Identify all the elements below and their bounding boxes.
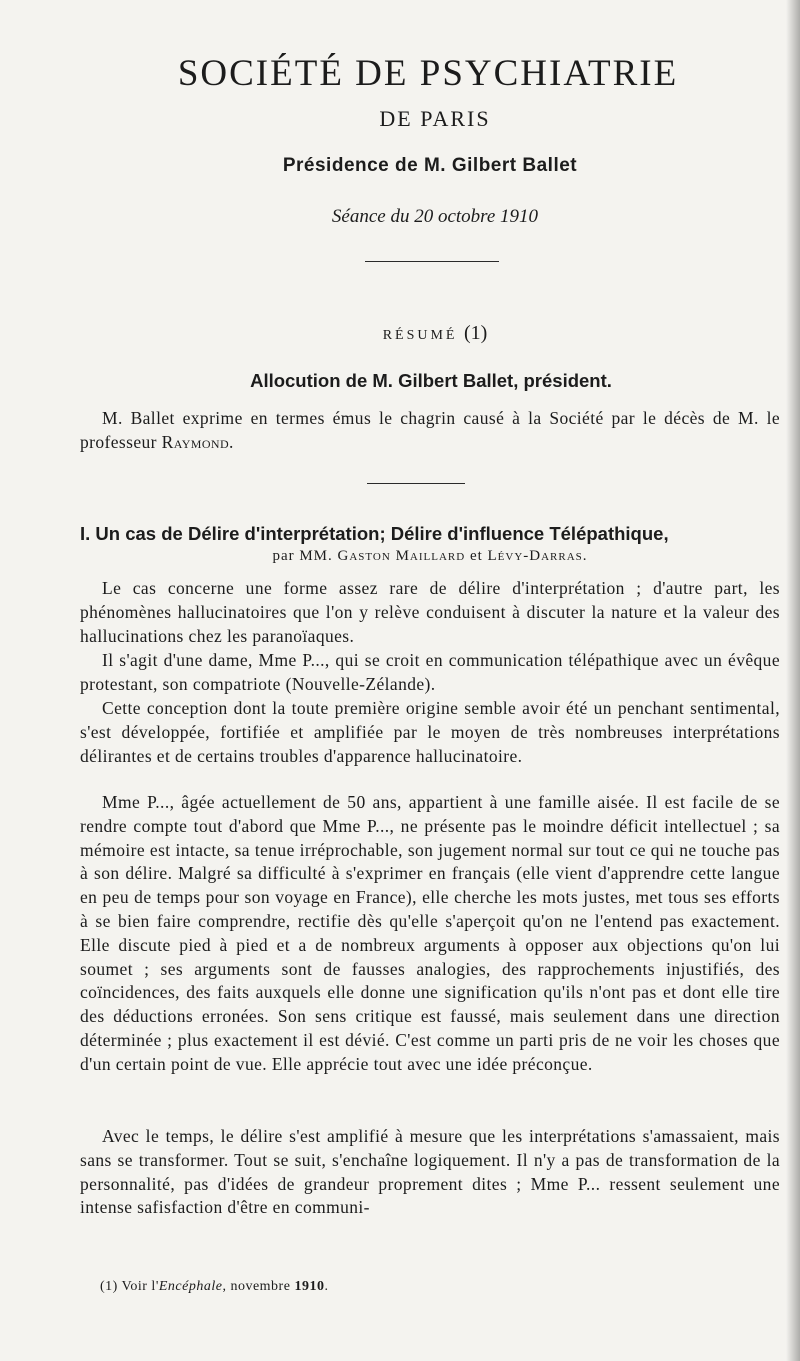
paragraph-4: Mme P..., âgée actuellement de 50 ans, appartient à une famille aisée. Il est facile de se rendre compte tout d'abord que Mme P..., ne présente pas le moindre déficit intellectuel ; sa mémoire est intacte, sa tenue irréprochable, son jugement normal sur tout ce qui ne touche pas à son délire. Malgré sa difficulté à s'exprimer en français (elle vient d'apprendre cette langue en peu de temps pour son voyage en France), elle cherche les mots justes, met tous ses efforts à se bien faire comprendre, rectifie dès qu'elle s'aperçoit qu'on ne l'entend pas exactement. Elle discute pied à pied et a de nombreux arguments à opposer aux objections qu'on lui soumet ; ses arguments sont de fausses analogies, des rapprochements injustifiés, des coïncidences, des faits auxquels elle donne une signification qu'ils n'ont pas et dont elle tire des déductions erronées. Son sens critique est faussé, mais seulement dans une direction déterminée ; plus exactement il est dévié. C'est comme un parti pris de ne voir les choses que d'un certain point de vue. Elle apprécie tout avec une idée préconçue. xyxy=(80,792,780,1074)
author-maillard: Gaston Maillard xyxy=(337,548,466,564)
society-title: SOCIÉTÉ DE PSYCHIATRIE xyxy=(177,53,679,94)
divider-rule-top xyxy=(365,261,499,262)
paragraph-3: Cette conception dont la toute première origine semble avoir été un penchant sentimental, s'est développée, fortifiée et amplifiée par le moyen de très nombreuses interprétations délirantes et de certains troubles d'apparence hallucinatoire. xyxy=(80,698,780,766)
section-authors: par MM. Gaston Maillard et Lévy-Darras. xyxy=(272,548,588,564)
section-heading: I. Un cas de Délire d'interprétation; Délire d'influence Télépathique, xyxy=(80,523,669,544)
resume-note-ref: (1) xyxy=(463,322,488,344)
journal-title: Encéphale xyxy=(158,1279,223,1294)
resume-label: RÉSUMÉ xyxy=(382,328,458,343)
footnote: (1) Voir l'Encéphale, novembre 1910. xyxy=(100,1279,329,1294)
author-levy-darras: Lévy-Darras xyxy=(487,548,583,564)
divider-rule-middle xyxy=(367,483,465,484)
paragraph-1: Le cas concerne une forme assez rare de délire d'interprétation ; d'autre part, les phénomènes hallucinatoires que l'on y relève conduisent à discuter la nature et la valeur des hallucinations chez les paranoïaques. xyxy=(80,578,780,646)
page-edge-shadow xyxy=(786,0,800,1361)
seance-date: Séance du 20 octobre 1910 xyxy=(331,206,539,227)
allocution-text: M. Ballet exprime en termes émus le chagrin causé à la Société par le décès de M. le professeur Raymond. xyxy=(80,408,780,452)
society-subtitle: DE PARIS xyxy=(379,106,491,131)
presidence-line: Présidence de M. Gilbert Ballet xyxy=(282,155,578,176)
paragraph-2: Il s'agit d'une dame, Mme P..., qui se croit en communication télépathique avec un évêque protestant, son compatriote (Nouvelle-Zélande). xyxy=(80,650,780,694)
paragraph-5: Avec le temps, le délire s'est amplifié à mesure que les interprétations s'amassaient, mais sans se transformer. Tout se suit, s'enchaîne logiquement. Il n'y a pas de transformation de la personnalité, pas d'idées de grandeur proprement dites ; Mme P... ressent seulement une intense safisfaction d'être en communi- xyxy=(80,1126,780,1218)
allocution-heading: Allocution de M. Gilbert Ballet, président. xyxy=(250,370,612,391)
name-raymond: Raymond xyxy=(161,431,230,452)
resume-heading xyxy=(0,322,800,345)
